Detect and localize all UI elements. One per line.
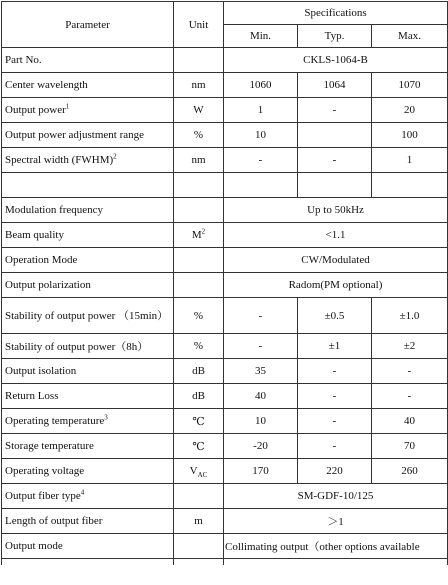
param-cell: Output polarization: [2, 273, 174, 298]
param-cell: Stability of output power （15min）: [2, 298, 174, 334]
typ-cell: -: [298, 359, 372, 384]
param-cell: Operating voltage: [2, 459, 174, 484]
footnote-marker: 1: [65, 102, 70, 111]
table-row: [2, 123, 448, 148]
max-cell: 260: [372, 459, 448, 484]
typ-cell: 220: [298, 459, 372, 484]
param-cell: Storage temperature: [2, 434, 174, 459]
unit-cell: %: [174, 298, 224, 334]
table-row: [2, 509, 448, 534]
spec-value-cell: Up to 50kHz: [224, 198, 448, 223]
param-cell: Operation Mode: [2, 248, 174, 273]
unit-cell: $M^2$: [174, 223, 224, 248]
param-cell: Stability of output power（8h）: [2, 334, 174, 359]
unit-cell: nm: [174, 148, 224, 173]
max-cell: 70: [372, 434, 448, 459]
unit-cell: [174, 248, 224, 273]
max-cell: ±2: [372, 334, 448, 359]
min-cell: 1060: [224, 73, 298, 98]
param-cell: Part No.: [2, 48, 174, 73]
typ-cell: [298, 173, 372, 198]
param-cell: Output mode: [2, 534, 174, 559]
unit-subscript: AC: [197, 471, 208, 480]
typ-header: Typ.: [298, 25, 372, 48]
table-row: [2, 384, 448, 409]
unit-cell: [174, 48, 224, 73]
spec-value-cell: CKLS-1064-B: [224, 48, 448, 73]
param-cell: Output isolation: [2, 359, 174, 384]
min-cell: [224, 173, 298, 198]
unit-cell: dB: [174, 384, 224, 409]
table-row: [2, 359, 448, 384]
spec-value-cell: <1.1: [224, 223, 448, 248]
unit-header: Unit: [174, 2, 224, 48]
typ-cell: -: [298, 409, 372, 434]
spec-value-cell: Collimating output（other options available: [224, 534, 448, 559]
footnote-marker: 3: [104, 413, 108, 422]
specifications-table: [1, 1, 448, 565]
param-cell: Spectral width (FWHM)$^2$: [2, 148, 174, 173]
spec-value-cell: CW/Modulated: [224, 248, 448, 273]
min-cell: 35: [224, 359, 298, 384]
unit-cell: [174, 534, 224, 559]
unit-cell: ℃: [174, 434, 224, 459]
footnote-marker: 2: [113, 152, 117, 161]
min-cell: 10: [224, 409, 298, 434]
unit-cell: nm: [174, 73, 224, 98]
min-header: Min.: [224, 25, 298, 48]
unit-cell: W: [174, 98, 224, 123]
param-cell: Output power adjustment range: [2, 123, 174, 148]
table-row: [2, 198, 448, 223]
table-row-partial: [2, 559, 448, 566]
spec-value-cell: SM-GDF-10/125: [224, 484, 448, 509]
typ-cell: ±0.5: [298, 298, 372, 334]
table-row: [2, 248, 448, 273]
table-row: [2, 409, 448, 434]
unit-cell: $V_{AC}$: [174, 459, 224, 484]
unit-cell: ℃: [174, 409, 224, 434]
table-row: [2, 73, 448, 98]
param-cell: Length of output fiber: [2, 509, 174, 534]
header-row: [2, 2, 448, 25]
table-row: [2, 298, 448, 334]
min-cell: 1: [224, 98, 298, 123]
table-row: [2, 273, 448, 298]
min-cell: -: [224, 334, 298, 359]
max-cell: 40: [372, 409, 448, 434]
max-cell: -: [372, 359, 448, 384]
unit-cell: %: [174, 334, 224, 359]
table-row: [2, 334, 448, 359]
table-row: [2, 48, 448, 73]
max-cell: ±1.0: [372, 298, 448, 334]
max-cell: 100: [372, 123, 448, 148]
typ-cell: 1064: [298, 73, 372, 98]
min-cell: -: [224, 148, 298, 173]
typ-cell: -: [298, 98, 372, 123]
table-row: [2, 223, 448, 248]
min-cell: -: [224, 298, 298, 334]
parameter-header: Parameter: [2, 2, 174, 48]
min-cell: -20: [224, 434, 298, 459]
param-cell: Return Loss: [2, 384, 174, 409]
param-cell: Modulation frequency: [2, 198, 174, 223]
table-row: [2, 459, 448, 484]
table-row: [2, 148, 448, 173]
table-row: [2, 434, 448, 459]
unit-cell: [174, 273, 224, 298]
min-cell: 10: [224, 123, 298, 148]
table-row: [2, 534, 448, 559]
param-cell: Beam quality: [2, 223, 174, 248]
param-cell: [2, 173, 174, 198]
param-cell: Output fiber type$^4$: [2, 484, 174, 509]
max-cell: 20: [372, 98, 448, 123]
typ-cell: -: [298, 148, 372, 173]
table-row-empty: [2, 173, 448, 198]
table-row: [2, 98, 448, 123]
unit-cell: [174, 484, 224, 509]
max-cell: 1070: [372, 73, 448, 98]
min-cell: 40: [224, 384, 298, 409]
max-cell: 1: [372, 148, 448, 173]
unit-superscript: 2: [201, 227, 206, 236]
unit-cell: [174, 198, 224, 223]
unit-cell: m: [174, 509, 224, 534]
max-cell: [372, 173, 448, 198]
param-cell: Operating temperature$^3$: [2, 409, 174, 434]
typ-cell: ±1: [298, 334, 372, 359]
footnote-marker: 4: [80, 488, 85, 497]
param-cell: Output power$^1$: [2, 98, 174, 123]
max-cell: -: [372, 384, 448, 409]
spec-value-cell: ＞1: [224, 509, 448, 534]
param-cell: Center wavelength: [2, 73, 174, 98]
max-header: Max.: [372, 25, 448, 48]
table-row: [2, 484, 448, 509]
spec-value-cell: Radom(PM optional): [224, 273, 448, 298]
unit-cell: [174, 173, 224, 198]
unit-cell: %: [174, 123, 224, 148]
specifications-header: Specifications: [224, 2, 448, 25]
min-cell: 170: [224, 459, 298, 484]
typ-cell: -: [298, 384, 372, 409]
unit-cell: dB: [174, 359, 224, 384]
typ-cell: -: [298, 434, 372, 459]
typ-cell: [298, 123, 372, 148]
